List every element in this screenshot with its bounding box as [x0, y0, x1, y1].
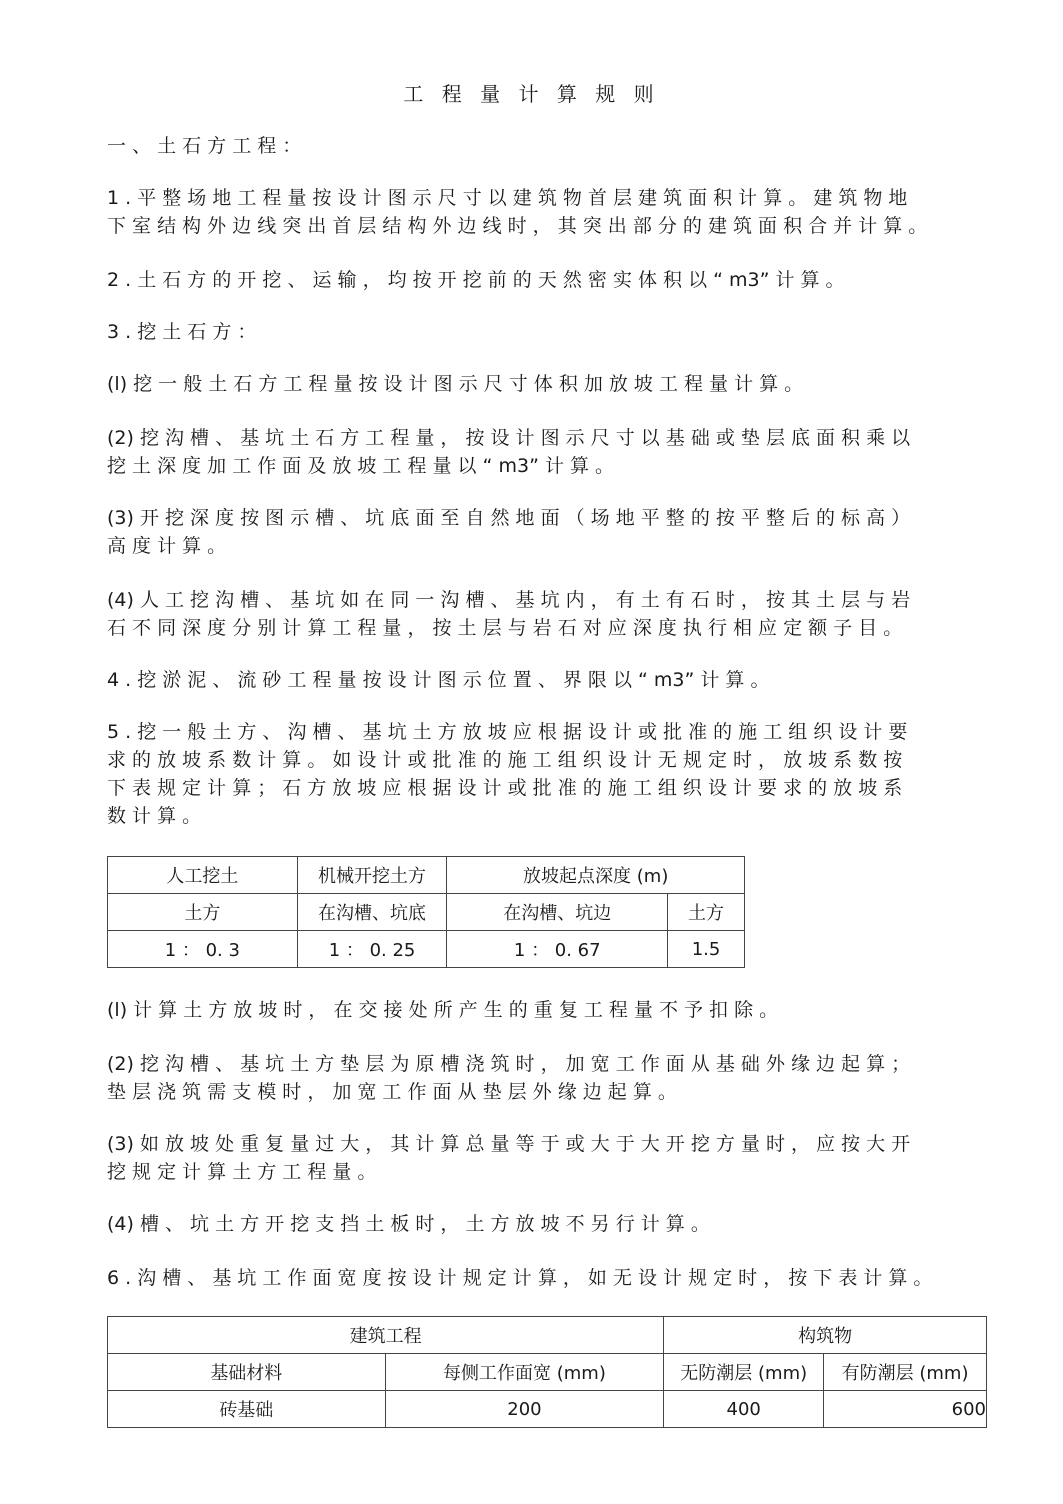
rule-3-2-line-1: (2) 挖 沟 槽 、 基 坑 土 石 方 工 程 量 ， 按 设 计 图 示 尺 寸 以 基 础 或 垫 层 底 面 积 乘 以: [107, 427, 911, 449]
note-2-line-2: 垫 层 浇 筑 需 支 模 时 ， 加 宽 工 作 面 从 垫 层 外 缘 边 起 算 。: [107, 1081, 677, 1103]
table-cell: 土方: [108, 894, 298, 931]
table-cell: 每侧工作面宽 (mm): [385, 1354, 664, 1391]
rule-3-3-line-1: (3) 开 挖 深 度 按 图 示 槽 、 坑 底 面 至 自 然 地 面 （ 场 地 平 整 的 按 平 整 后 的 标 高 ）: [107, 507, 911, 529]
note-3-line-2: 挖 规 定 计 算 土 方 工 程 量 。: [107, 1161, 377, 1183]
table-cell: 在沟槽、坑底: [297, 894, 447, 931]
rule-1-line-2: 下 室 结 构 外 边 线 突 出 首 层 结 构 外 边 线 时 ， 其 突 出 部 分 的 建 筑 面 积 合 并 计 算 。: [107, 215, 928, 237]
table-cell: 1 ： 0. 67: [447, 931, 668, 968]
work-surface-table: [107, 1316, 987, 1428]
table-cell: 在沟槽、坑边: [447, 894, 668, 931]
rule-5-line-3: 下 表 规 定 计 算 ； 石 方 放 坡 应 根 据 设 计 或 批 准 的 施 工 组 织 设 计 要 求 的 放 坡 系: [107, 777, 903, 799]
rule-3-3-line-2: 高 度 计 算 。: [107, 535, 227, 557]
rule-5-line-2: 求 的 放 坡 系 数 计 算 。 如 设 计 或 批 准 的 施 工 组 织 设 计 无 规 定 时 ， 放 坡 系 数 按: [107, 749, 903, 771]
table-cell: 600: [824, 1391, 987, 1428]
section-heading: 一 、 土 石 方 工 程 ：: [107, 135, 302, 157]
table-cell: 建筑工程: [108, 1317, 664, 1354]
table-cell: 放坡起点深度 (m): [447, 857, 745, 894]
rule-3-2-line-2: 挖 土 深 度 加 工 作 面 及 放 坡 工 程 量 以 “ m3” 计 算 。: [107, 455, 615, 477]
rule-3-1: (l) 挖 一 般 土 石 方 工 程 量 按 设 计 图 示 尺 寸 体 积 加 放 坡 工 程 量 计 算 。: [107, 373, 804, 395]
rule-3: 3 . 挖 土 石 方 ：: [107, 321, 257, 343]
rule-5-line-1: 5 . 挖 一 般 土 方 、 沟 槽 、 基 坑 土 方 放 坡 应 根 据 设 计 或 批 准 的 施 工 组 织 设 计 要: [107, 721, 908, 743]
note-2-line-1: (2) 挖 沟 槽 、 基 坑 土 方 垫 层 为 原 槽 浇 筑 时 ， 加 宽 工 作 面 从 基 础 外 缘 边 起 算 ；: [107, 1053, 911, 1075]
table-cell: 构筑物: [664, 1317, 987, 1354]
rule-5-line-4: 数 计 算 。: [107, 805, 202, 827]
note-1: (l) 计 算 土 方 放 坡 时 ， 在 交 接 处 所 产 生 的 重 复 工 程 量 不 予 扣 除 。: [107, 999, 779, 1021]
table-cell: 砖基础: [108, 1391, 386, 1428]
table-cell: 土方: [668, 894, 745, 931]
rule-1-line-1: 1 . 平 整 场 地 工 程 量 按 设 计 图 示 尺 寸 以 建 筑 物 首 层 建 筑 面 积 计 算 。 建 筑 物 地: [107, 187, 908, 209]
rule-6: 6 . 沟 槽 、 基 坑 工 作 面 宽 度 按 设 计 规 定 计 算 ， 如 无 设 计 规 定 时 ， 按 下 表 计 算 。: [107, 1267, 933, 1289]
note-3-line-1: (3) 如 放 坡 处 重 复 量 过 大 ， 其 计 算 总 量 等 于 或 大 于 大 开 挖 方 量 时 ， 应 按 大 开: [107, 1133, 911, 1155]
table-cell: 人工挖土: [108, 857, 298, 894]
slope-coefficient-table: [107, 856, 745, 968]
table-cell: 有防潮层 (mm): [824, 1354, 987, 1391]
table-cell: 200: [385, 1391, 664, 1428]
table-cell: 机械开挖土方: [297, 857, 447, 894]
rule-4: 4 . 挖 淤 泥 、 流 砂 工 程 量 按 设 计 图 示 位 置 、 界 限 以 “ m3” 计 算 。: [107, 669, 770, 691]
note-4: (4) 槽 、 坑 土 方 开 挖 支 挡 土 板 时 ， 土 方 放 坡 不 另 行 计 算 。: [107, 1213, 710, 1235]
rule-2: 2 . 土 石 方 的 开 挖 、 运 输 ， 均 按 开 挖 前 的 天 然 密 实 体 积 以 “ m3” 计 算 。: [107, 269, 845, 291]
table-cell: 400: [664, 1391, 824, 1428]
page-title: 工 程 量 计 算 规 则: [403, 82, 660, 106]
table-cell: 无防潮层 (mm): [664, 1354, 824, 1391]
rule-3-4-line-2: 石 不 同 深 度 分 别 计 算 工 程 量 ， 按 土 层 与 岩 石 对 应 深 度 执 行 相 应 定 额 子 目 。: [107, 617, 903, 639]
table-cell: 1 ： 0. 3: [108, 931, 298, 968]
rule-3-4-line-1: (4) 人 工 挖 沟 槽 、 基 坑 如 在 同 一 沟 槽 、 基 坑 内 ， 有 土 有 石 时 ， 按 其 土 层 与 岩: [107, 589, 911, 611]
table-cell: 基础材料: [108, 1354, 386, 1391]
table-cell: 1 ： 0. 25: [297, 931, 447, 968]
table-cell: 1.5: [668, 931, 745, 968]
